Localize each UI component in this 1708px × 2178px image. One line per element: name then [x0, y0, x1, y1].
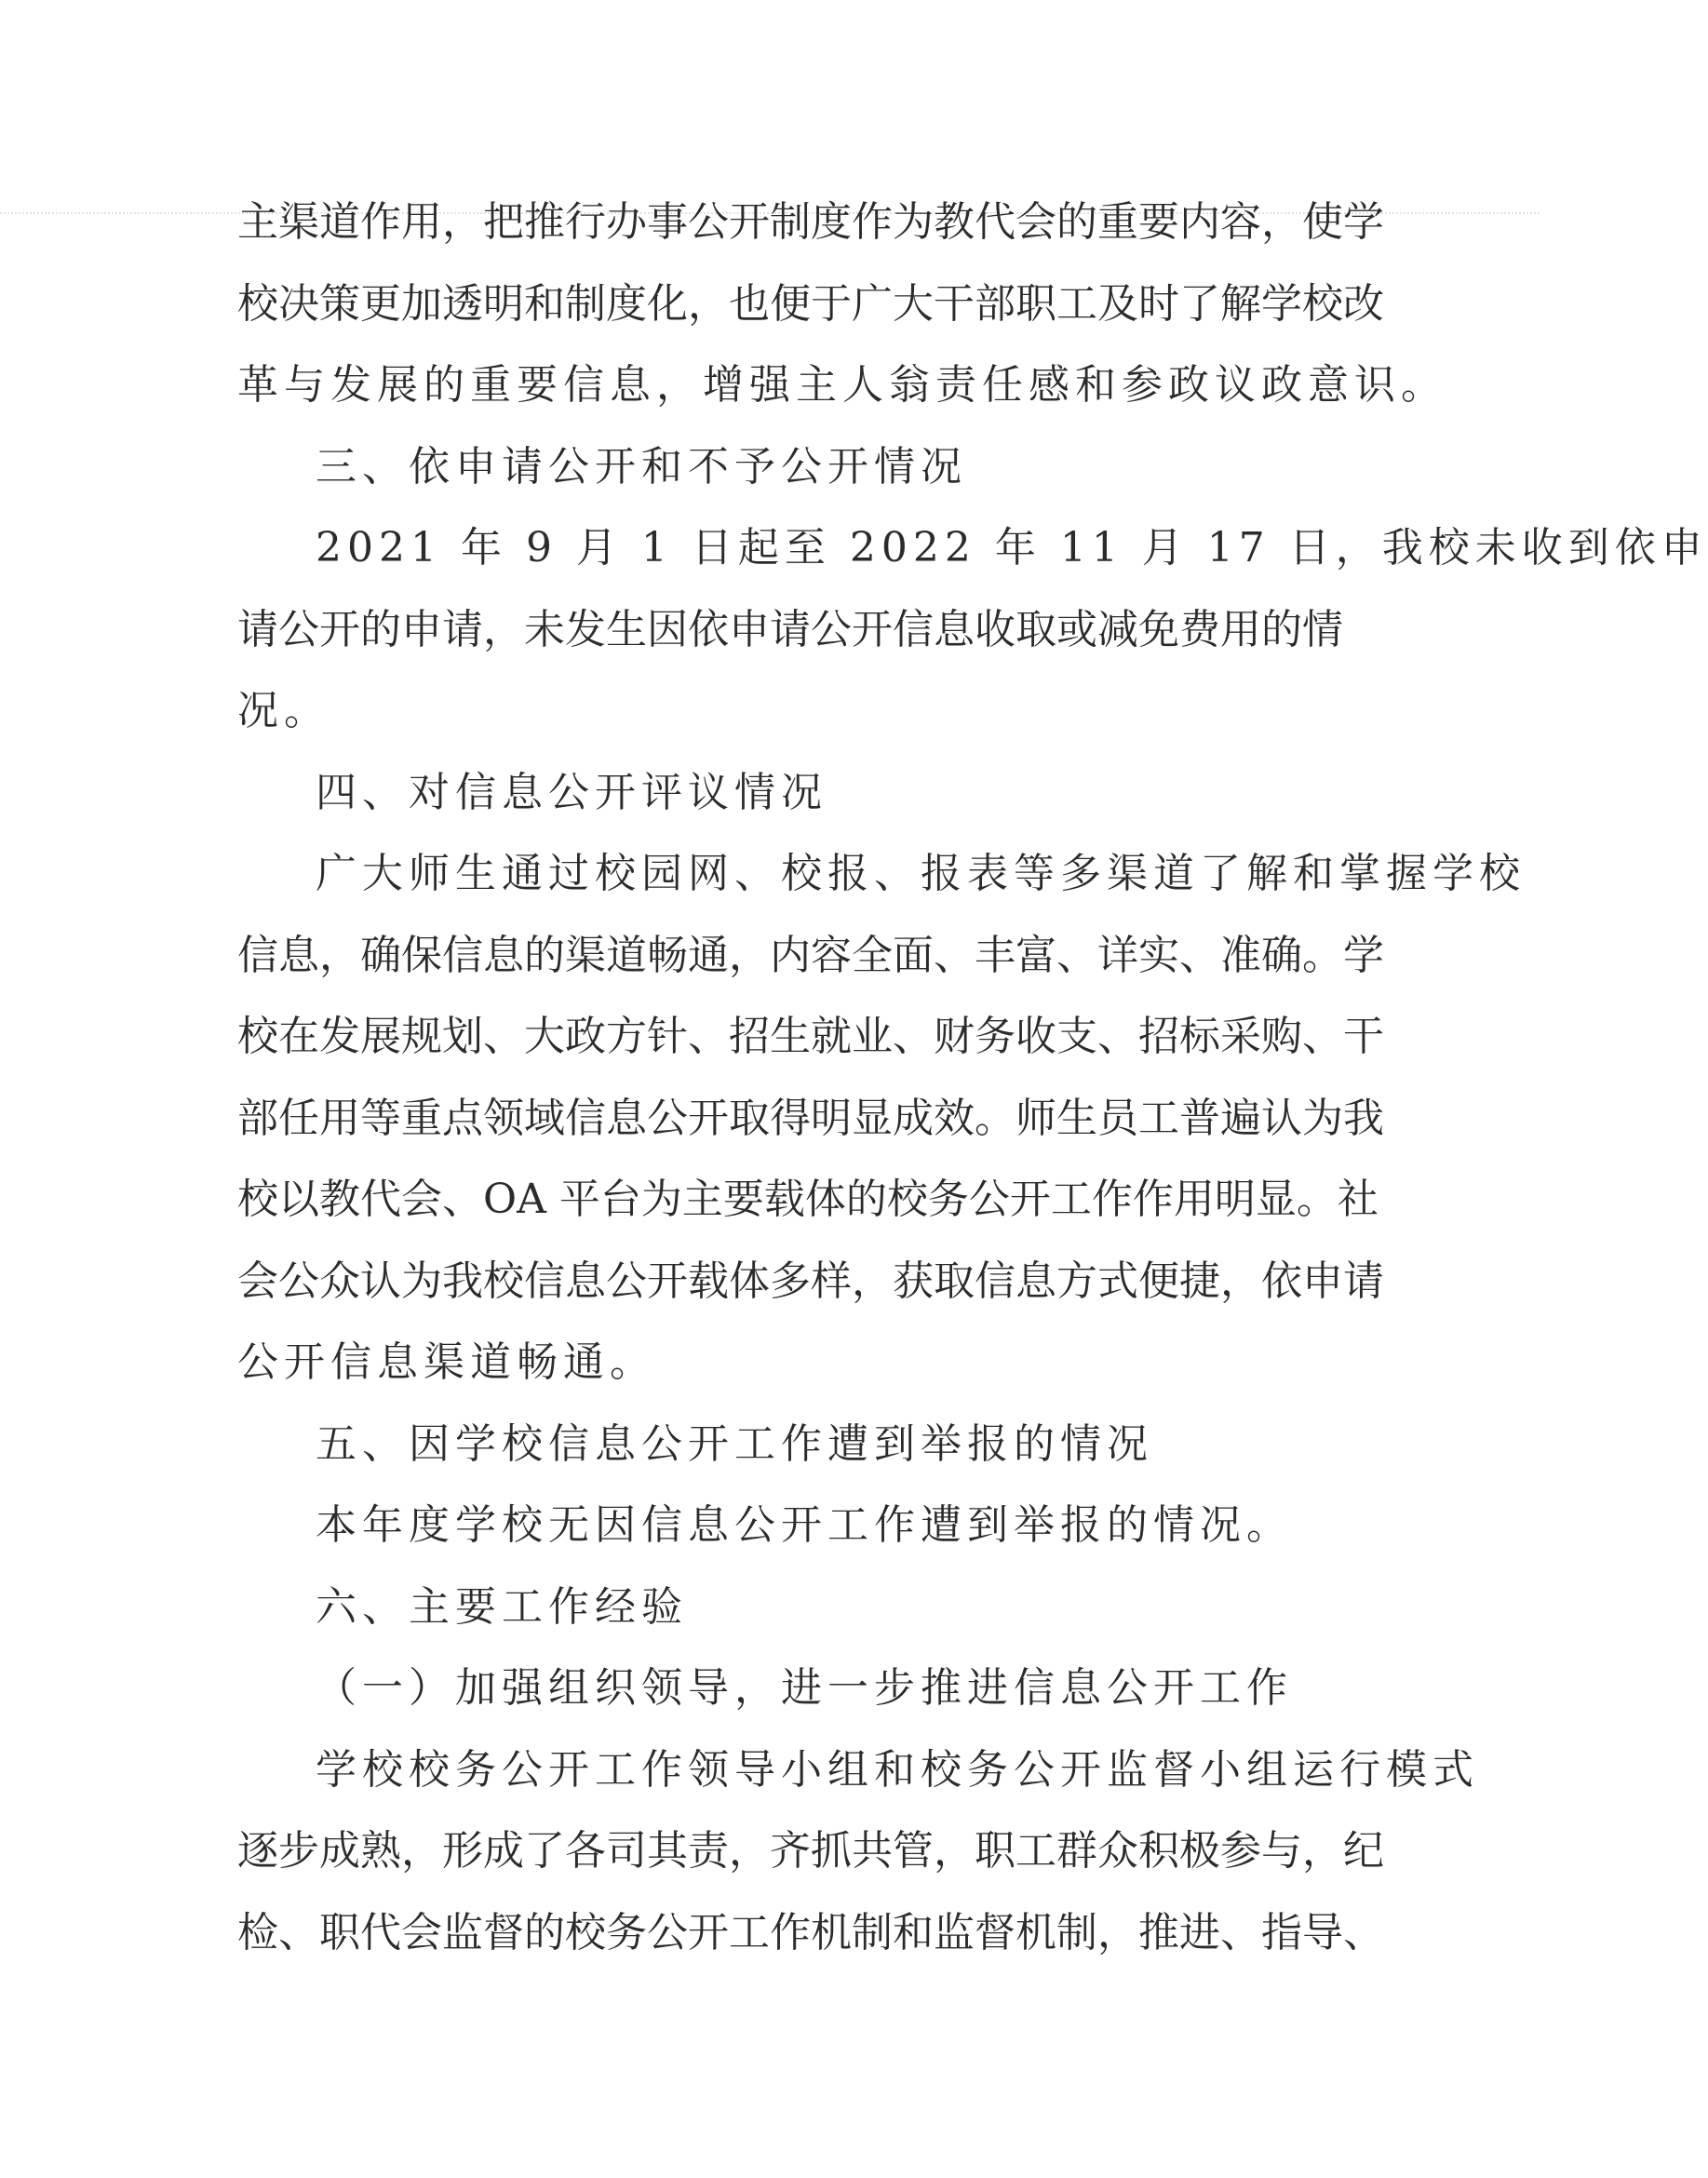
paragraph-line: 信息，确保信息的渠道畅通，内容全面、丰富、详实、准确。学	[237, 931, 1384, 979]
paragraph-line: 校决策更加透明和制度化，也便于广大干部职工及时了解学校改	[237, 279, 1384, 328]
paragraph-line: 主渠道作用，把推行办事公开制度作为教代会的重要内容，使学	[237, 198, 1384, 246]
section-heading: 三、依申请公开和不予公开情况	[316, 442, 967, 491]
paragraph-line: 部任用等重点领域信息公开取得明显成效。师生员工普遍认为我	[237, 1094, 1384, 1142]
document-body	[237, 182, 1708, 1973]
paragraph-line: 会公众认为我校信息公开载体多样，获取信息方式便捷，依申请	[237, 1257, 1384, 1305]
paragraph-line: 校以教代会、OA 平台为主要载体的校务公开工作作用明显。社	[237, 1176, 1379, 1223]
paragraph-line: 公开信息渠道畅通。	[237, 1338, 656, 1386]
paragraph-line: 请公开的申请，未发生因依申请公开信息收取或减免费用的情	[237, 605, 1343, 653]
paragraph-line: 检、职代会监督的校务公开工作机制和监督机制，推进、指导、	[237, 1908, 1384, 1956]
paragraph-line: 学校校务公开工作领导小组和校务公开监督小组运行模式	[316, 1745, 1479, 1794]
paragraph-line: 革与发展的重要信息，增强主人翁责任感和参政议政意识。	[237, 361, 1447, 409]
paragraph-line: 2021 年 9 月 1 日起至 2022 年 11 月 17 日，我校未收到依申	[316, 524, 1708, 571]
paragraph-line: 逐步成熟，形成了各司其责，齐抓共管，职工群众积极参与，纪	[237, 1827, 1384, 1875]
subsection-heading: （一）加强组织领导，进一步推进信息公开工作	[316, 1664, 1293, 1712]
paragraph-line: 况。	[237, 687, 330, 734]
paragraph-line: 广大师生通过校园网、校报、报表等多渠道了解和掌握学校	[316, 850, 1526, 897]
section-heading: 五、因学校信息公开工作遭到举报的情况	[316, 1419, 1153, 1468]
paragraph-line: 本年度学校无因信息公开工作遭到举报的情况。	[316, 1501, 1293, 1549]
section-heading: 六、主要工作经验	[316, 1582, 688, 1631]
paragraph-line: 校在发展规划、大政方针、招生就业、财务收支、招标采购、干	[237, 1013, 1384, 1060]
section-heading: 四、对信息公开评议情况	[316, 768, 827, 816]
